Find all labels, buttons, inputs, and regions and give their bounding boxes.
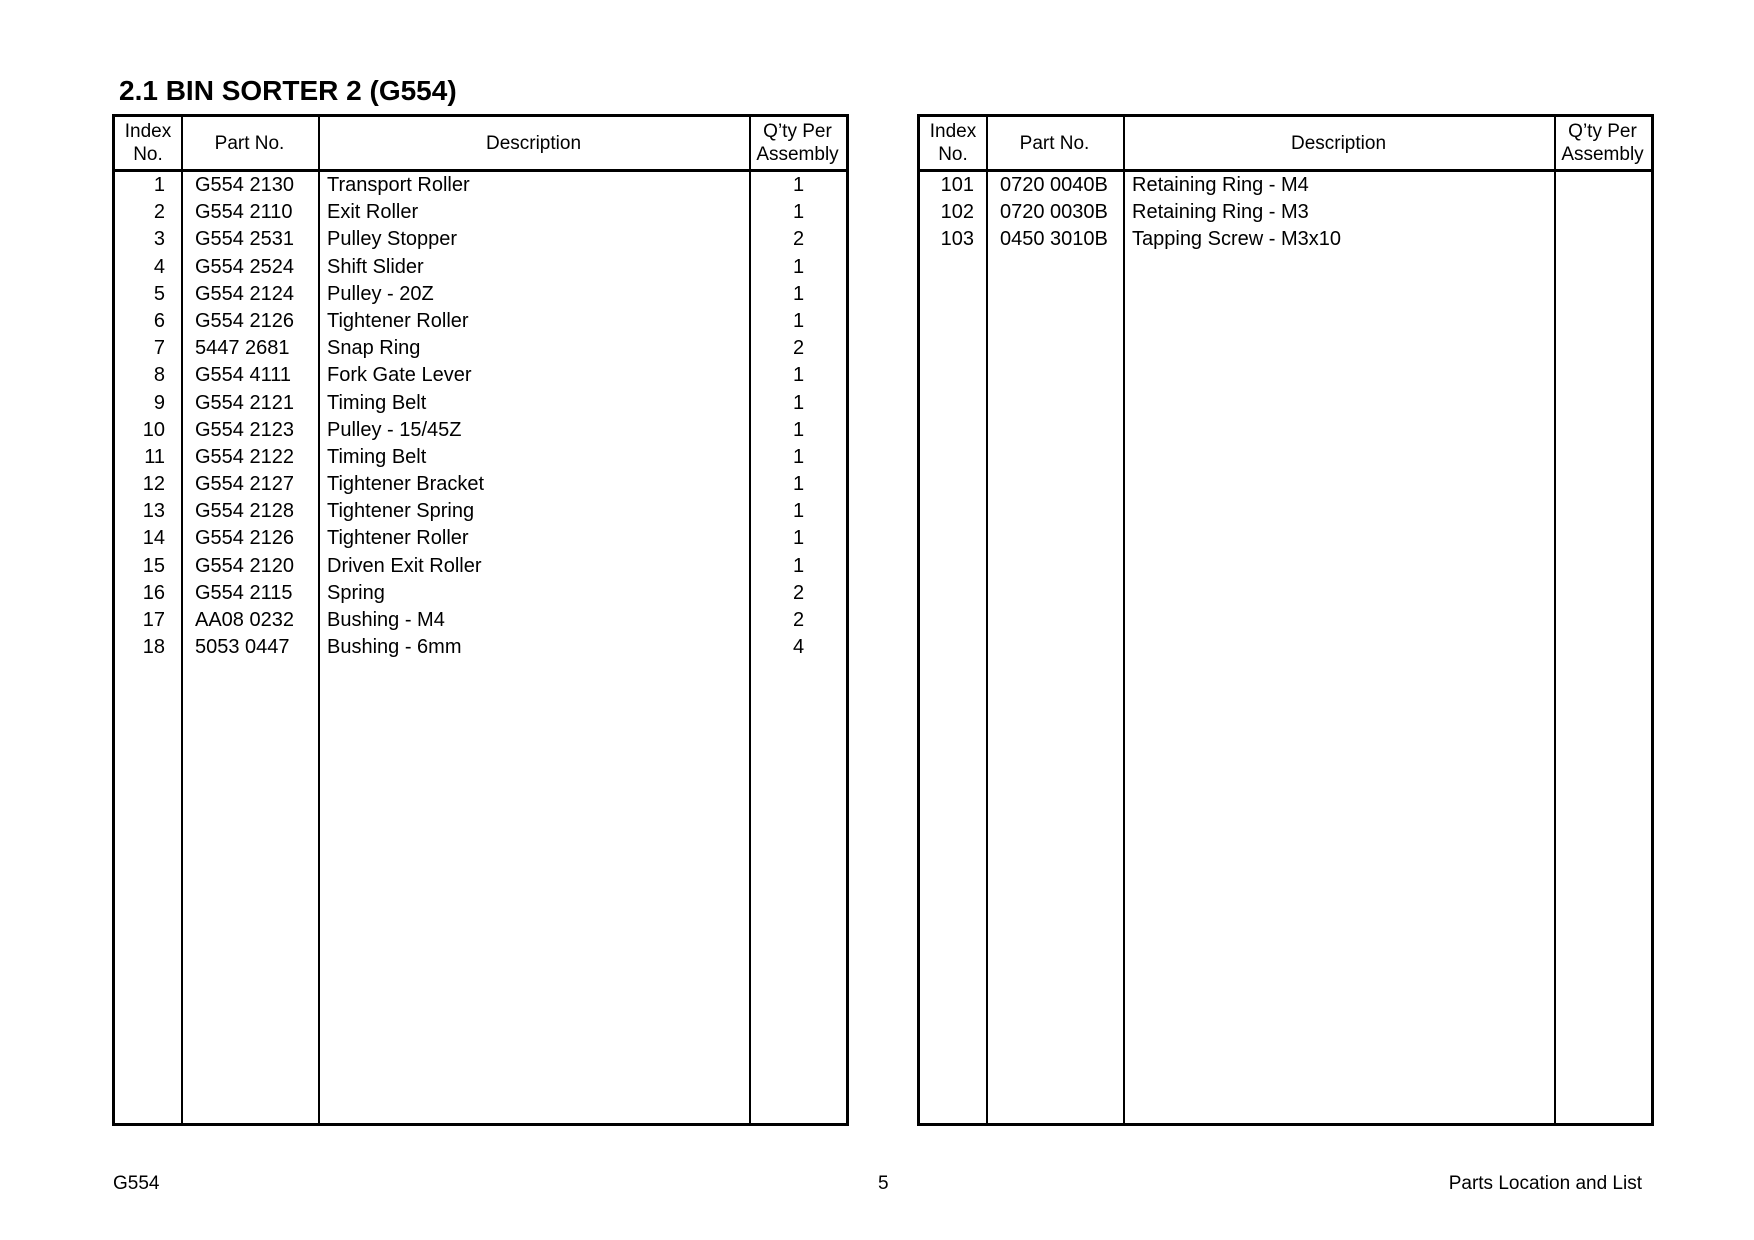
column-divider <box>986 117 988 1123</box>
cell-description: Shift Slider <box>327 255 424 278</box>
cell-description: Timing Belt <box>327 391 427 414</box>
header-index-line1: Index <box>124 121 172 142</box>
cell-qty: 4 <box>792 636 805 659</box>
cell-part-no: 5447 2681 <box>195 337 290 360</box>
footer-section-title: Parts Location and List <box>1448 1173 1642 1194</box>
cell-index: 10 <box>142 418 165 441</box>
header-index-line2: No. <box>133 144 163 165</box>
cell-qty: 1 <box>792 309 805 332</box>
cell-index: 3 <box>153 228 165 251</box>
cell-qty: 1 <box>792 255 805 278</box>
header-description <box>1123 117 1554 169</box>
header-index-line2: No. <box>938 144 968 165</box>
cell-description: Spring <box>327 581 385 604</box>
cell-index: 12 <box>142 473 165 496</box>
cell-index: 15 <box>142 554 165 577</box>
header-qty <box>1554 117 1651 169</box>
cell-index: 101 <box>940 174 974 196</box>
cell-part-no: 0720 0030B <box>1000 201 1108 224</box>
cell-part-no: G554 2120 <box>195 554 294 577</box>
header-qty-line2: Assembly <box>1561 144 1644 165</box>
header-index <box>115 117 181 169</box>
table-row <box>920 172 1651 199</box>
table-row <box>115 607 846 634</box>
table-row <box>115 226 846 253</box>
cell-part-no: 5053 0447 <box>195 636 290 659</box>
cell-part-no: G554 2122 <box>195 445 294 468</box>
header-index <box>920 117 986 169</box>
footer-page-number: 5 <box>878 1173 889 1194</box>
cell-description: Retaining Ring - M3 <box>1132 201 1309 224</box>
cell-qty: 1 <box>792 201 805 224</box>
cell-part-no: G554 2126 <box>195 527 294 550</box>
cell-index: 9 <box>153 391 165 414</box>
parts-table-right <box>917 114 1654 1126</box>
cell-part-no: G554 2110 <box>195 201 293 224</box>
table-row <box>115 362 846 389</box>
cell-description: Retaining Ring - M4 <box>1132 174 1309 196</box>
column-divider <box>1123 117 1125 1123</box>
cell-description: Timing Belt <box>327 445 427 468</box>
cell-index: 102 <box>940 201 974 224</box>
cell-index: 16 <box>142 581 165 604</box>
table-row <box>115 390 846 417</box>
cell-index: 5 <box>153 282 165 305</box>
cell-index: 14 <box>142 527 165 550</box>
cell-qty: 1 <box>792 418 805 441</box>
header-description-label: Description <box>1290 132 1387 154</box>
cell-qty: 2 <box>792 609 805 631</box>
table-row <box>115 199 846 226</box>
cell-qty: 1 <box>792 445 805 468</box>
cell-description: Pulley - 20Z <box>327 282 434 305</box>
cell-part-no: G554 2524 <box>195 255 294 278</box>
cell-index: 103 <box>940 228 974 251</box>
header-part-no-label: Part No. <box>214 132 285 154</box>
header-qty-line1: Q’ty Per <box>1568 121 1637 142</box>
header-qty-line1: Q’ty Per <box>763 121 832 142</box>
cell-description: Tightener Roller <box>327 527 469 550</box>
table-body <box>115 172 846 661</box>
page-title: 2.1 BIN SORTER 2 (G554) <box>119 75 457 106</box>
cell-qty: 1 <box>792 500 805 523</box>
cell-description: Tapping Screw - M3x10 <box>1132 228 1341 251</box>
cell-qty: 1 <box>792 554 805 577</box>
cell-index: 6 <box>153 309 165 332</box>
cell-description: Pulley Stopper <box>327 228 458 251</box>
cell-qty: 1 <box>792 527 805 550</box>
cell-qty: 1 <box>792 174 805 196</box>
cell-description: Tightener Bracket <box>327 473 485 496</box>
cell-description: Transport Roller <box>327 174 470 196</box>
cell-index: 7 <box>153 337 165 360</box>
cell-index: 11 <box>144 445 165 468</box>
header-part-no-label: Part No. <box>1019 132 1090 154</box>
cell-description: Bushing - M4 <box>327 609 445 631</box>
cell-qty: 1 <box>792 282 805 305</box>
cell-description: Exit Roller <box>327 201 419 224</box>
header-description <box>318 117 749 169</box>
table-row <box>115 498 846 525</box>
cell-part-no: G554 2126 <box>195 309 294 332</box>
column-divider <box>1554 117 1556 1123</box>
cell-index: 4 <box>153 255 165 278</box>
cell-part-no: AA08 0232 <box>195 609 294 631</box>
cell-index: 13 <box>142 500 165 523</box>
cell-description: Fork Gate Lever <box>327 364 472 387</box>
cell-part-no: G554 2128 <box>195 500 294 523</box>
cell-part-no: G554 2127 <box>195 473 294 496</box>
table-row <box>115 335 846 362</box>
table-row <box>115 172 846 199</box>
table-row <box>920 199 1651 226</box>
cell-part-no: G554 2123 <box>195 418 294 441</box>
cell-qty: 2 <box>792 581 805 604</box>
parts-table-left <box>112 114 849 1126</box>
table-row <box>115 580 846 607</box>
cell-description: Bushing - 6mm <box>327 636 462 659</box>
table-row <box>115 254 846 281</box>
cell-qty: 2 <box>792 228 805 251</box>
cell-part-no: G554 2121 <box>195 391 294 414</box>
cell-part-no: G554 2130 <box>195 174 294 196</box>
footer-model: G554 <box>113 1173 160 1194</box>
table-row <box>115 281 846 308</box>
cell-qty: 1 <box>792 364 805 387</box>
cell-index: 1 <box>153 174 165 196</box>
cell-qty: 1 <box>792 391 805 414</box>
header-part-no <box>181 117 318 169</box>
header-qty <box>749 117 846 169</box>
cell-description: Snap Ring <box>327 337 421 360</box>
table-body <box>920 172 1651 254</box>
table-row <box>920 226 1651 253</box>
table-row <box>115 308 846 335</box>
table-row <box>115 444 846 471</box>
header-qty-line2: Assembly <box>756 144 839 165</box>
cell-part-no: G554 2531 <box>195 228 294 251</box>
table-row <box>115 634 846 661</box>
table-row <box>115 471 846 498</box>
cell-description: Pulley - 15/45Z <box>327 418 462 441</box>
cell-description: Tightener Spring <box>327 500 475 523</box>
cell-part-no: 0450 3010B <box>1000 228 1108 251</box>
header-index-line1: Index <box>929 121 977 142</box>
cell-part-no: 0720 0040B <box>1000 174 1108 196</box>
cell-index: 17 <box>142 609 165 631</box>
table-row <box>115 553 846 580</box>
cell-qty: 2 <box>792 337 805 360</box>
header-description-label: Description <box>485 132 582 154</box>
cell-index: 2 <box>153 201 165 224</box>
cell-index: 18 <box>142 636 165 659</box>
cell-qty: 1 <box>792 473 805 496</box>
cell-description: Tightener Roller <box>327 309 469 332</box>
table-row <box>115 525 846 552</box>
cell-part-no: G554 2124 <box>195 282 294 305</box>
cell-part-no: G554 4111 <box>195 364 292 387</box>
header-part-no <box>986 117 1123 169</box>
cell-index: 8 <box>153 364 165 387</box>
table-row <box>115 417 846 444</box>
cell-description: Driven Exit Roller <box>327 554 482 577</box>
cell-part-no: G554 2115 <box>195 581 293 604</box>
